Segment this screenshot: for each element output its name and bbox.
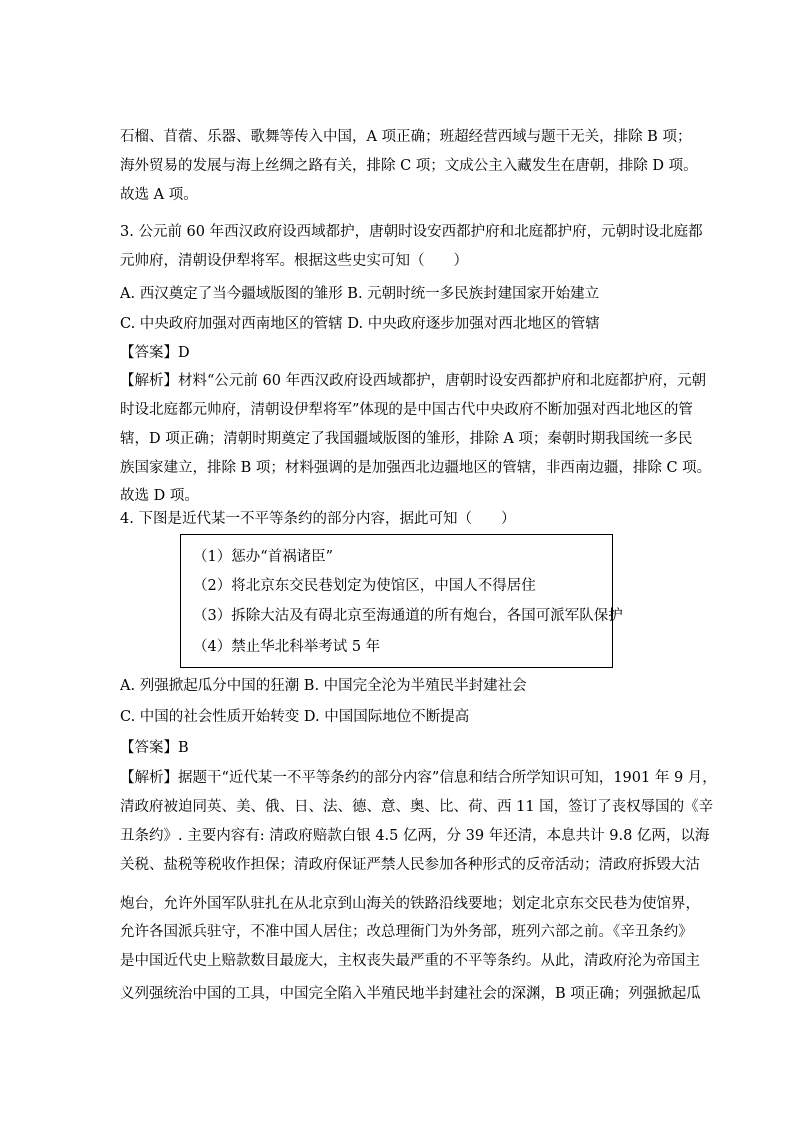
- treaty-clause: （4）禁止华北科举考试 5 年: [193, 639, 381, 655]
- question-3-stem: 3. 公元前 60 年西汉政府设西域都护，唐朝时设安西都护府和北庭都护府，元朝时设北庭都: [120, 224, 703, 240]
- analysis-text: 清政府被迫同英、美、俄、日、法、德、意、奥、比、荷、西 11 国，签订了丧权辱国的《辛: [120, 799, 714, 815]
- question-3-stem: 元帅府，清朝设伊犁将军。根据这些史实可知（ ）: [120, 253, 468, 269]
- analysis-text: 时设北庭都元帅府，清朝设伊犁将军”体现的是中国古代中央政府不断加强对西北地区的管: [120, 402, 693, 418]
- analysis-text: 族国家建立，排除 B 项；材料强调的是加强西北边疆地区的管辖，非西南边疆，排除 C 项。: [120, 460, 712, 476]
- analysis-text: 允许各国派兵驻守，不准中国人居住；改总理衙门为外务部，班列六部之前。《辛丑条约》: [120, 924, 693, 940]
- question-4-options: A. 列强掀起瓜分中国的狂潮 B. 中国完全沦为半殖民半封建社会: [120, 678, 527, 694]
- analysis-text: 辖，D 项正确；清朝时期奠定了我国疆域版图的雏形，排除 A 项；秦朝时期我国统一多民: [120, 431, 693, 447]
- analysis-text: 【解析】据题干“近代某一不平等条约的部分内容”信息和结合所学知识可知，1901 年 9 月，: [120, 770, 717, 786]
- answer-label: 【答案】D: [120, 345, 190, 361]
- analysis-text: 义列强统治中国的工具，中国完全陷入半殖民地半封建社会的深渊，B 项正确；列强掀起瓜: [120, 986, 701, 1002]
- text-line: 海外贸易的发展与海上丝绸之路有关，排除 C 项；文成公主入藏发生在唐朝，排除 D 项。: [120, 158, 698, 174]
- treaty-clause: （2）将北京东交民巷划定为使馆区，中国人不得居住: [193, 578, 536, 594]
- text-line: 故选 A 项。: [120, 187, 198, 203]
- analysis-text: 故选 D 项。: [120, 488, 199, 504]
- treaty-clause: （3）拆除大沽及有碍北京至海通道的所有炮台，各国可派军队保护: [193, 608, 623, 624]
- question-4-stem: 4. 下图是近代某一不平等条约的部分内容，据此可知（ ）: [120, 511, 516, 527]
- analysis-text: 【解析】材料“公元前 60 年西汉政府设西域都护，唐朝时设安西都护府和北庭都护府，元朝: [120, 373, 707, 389]
- treaty-clause: （1）惩办“首祸诸臣”: [193, 549, 334, 565]
- analysis-text: 丑条约》. 主要内容有: 清政府赔款白银 4.5 亿两，分 39 年还清，本息共计 9.8 亿两，以海: [120, 828, 710, 844]
- analysis-text: 炮台，允许外国军队驻扎在从北京到山海关的铁路沿线要地；划定北京东交民巷为使馆界，: [120, 896, 700, 912]
- analysis-text: 是中国近代史上赔款数目最庞大，主权丧失最严重的不平等条约。从此，清政府沦为帝国主: [120, 953, 700, 969]
- question-3-options: C. 中央政府加强对西南地区的管辖 D. 中央政府逐步加强对西北地区的管辖: [120, 316, 600, 332]
- treaty-excerpt-box: [180, 534, 623, 668]
- question-3-options: A. 西汉奠定了当今疆域版图的雏形 B. 元朝时统一多民族封建国家开始建立: [120, 286, 600, 302]
- question-4-options: C. 中国的社会性质开始转变 D. 中国国际地位不断提高: [120, 709, 470, 725]
- text-line: 石榴、苜蓿、乐器、歌舞等传入中国，A 项正确；班超经营西域与题干无关，排除 B 项；: [120, 129, 692, 145]
- answer-label: 【答案】B: [120, 740, 189, 756]
- analysis-text: 关税、盐税等税收作担保；清政府保证严禁人民参加各种形式的反帝活动；清政府拆毁大沽: [120, 857, 700, 873]
